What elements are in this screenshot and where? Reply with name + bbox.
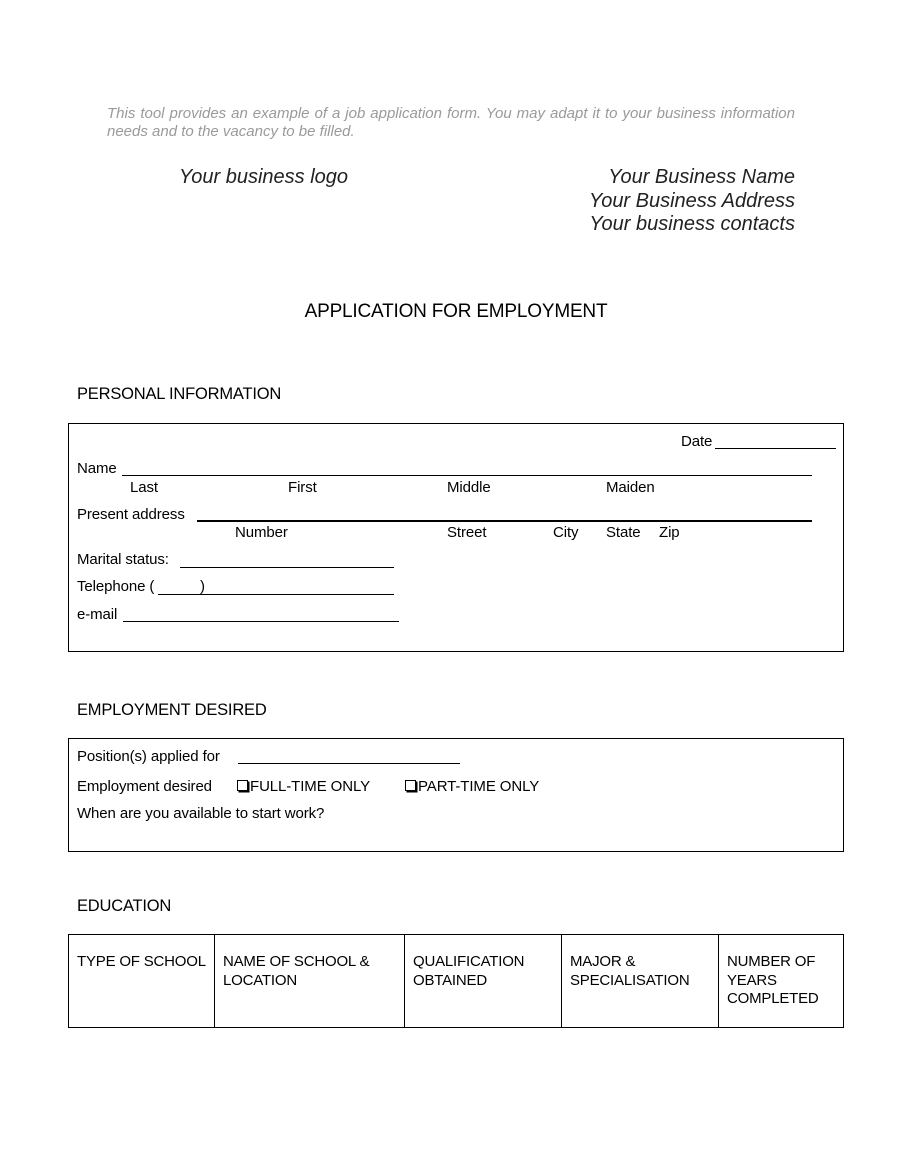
education-col-type-of-school: TYPE OF SCHOOL [69, 935, 215, 1028]
address-part-zip: Zip [659, 524, 680, 541]
positions-label: Position(s) applied for [77, 748, 220, 765]
education-heading: EDUCATION [77, 897, 172, 915]
telephone-label: Telephone ( [77, 578, 155, 595]
disclaimer-text: This tool provides an example of a job application form. You may adapt it to your business information needs and to the vacancy to be filled. [107, 105, 795, 140]
part-time-checkbox[interactable] [405, 780, 416, 791]
marital-status-field[interactable] [180, 567, 394, 568]
date-field[interactable] [715, 448, 836, 449]
address-part-city: City [553, 524, 579, 541]
education-col-qualification: QUALIFICATION OBTAINED [405, 935, 562, 1028]
employment-desired-label: Employment desired [77, 778, 212, 795]
address-part-number: Number [235, 524, 288, 541]
full-time-label: FULL-TIME ONLY [250, 778, 371, 795]
business-name: Your Business Name [608, 166, 795, 188]
marital-status-label: Marital status: [77, 551, 169, 568]
positions-field[interactable] [238, 763, 460, 764]
part-time-label: PART-TIME ONLY [418, 778, 540, 795]
email-field[interactable] [123, 621, 399, 622]
address-label: Present address [77, 506, 185, 523]
telephone-label-text: Telephone [77, 578, 146, 595]
email-label: e-mail [77, 606, 118, 623]
education-table [68, 934, 844, 1028]
full-time-checkbox[interactable] [237, 780, 248, 791]
employment-desired-heading: EMPLOYMENT DESIRED [77, 701, 267, 719]
business-address: Your Business Address [588, 189, 795, 212]
education-col-major: MAJOR & SPECIALISATION [562, 935, 719, 1028]
name-part-last: Last [130, 479, 158, 496]
name-field[interactable] [122, 475, 812, 476]
part-time-option[interactable] [405, 778, 539, 795]
name-part-maiden: Maiden [606, 479, 655, 496]
education-col-school-name: NAME OF SCHOOL & LOCATION [215, 935, 405, 1028]
date-label: Date [681, 433, 713, 450]
address-part-state: State [606, 524, 641, 541]
start-work-label: When are you available to start work? [77, 805, 325, 822]
telephone-area-close: ) [200, 578, 205, 595]
telephone-field[interactable] [158, 594, 394, 595]
business-contacts: Your business contacts [589, 213, 795, 235]
education-col-years: NUMBER OF YEARS COMPLETED [719, 935, 844, 1028]
name-part-middle: Middle [447, 479, 491, 496]
address-part-street: Street [447, 524, 487, 541]
personal-info-heading: PERSONAL INFORMATION [77, 385, 282, 403]
name-label: Name [77, 460, 117, 477]
full-time-option[interactable] [237, 778, 370, 795]
form-title: APPLICATION FOR EMPLOYMENT [304, 301, 608, 322]
business-info [589, 166, 795, 237]
name-part-first: First [288, 479, 317, 496]
education-header-row [69, 935, 844, 1028]
address-field[interactable] [197, 520, 812, 522]
business-logo-placeholder: Your business logo [179, 166, 349, 188]
